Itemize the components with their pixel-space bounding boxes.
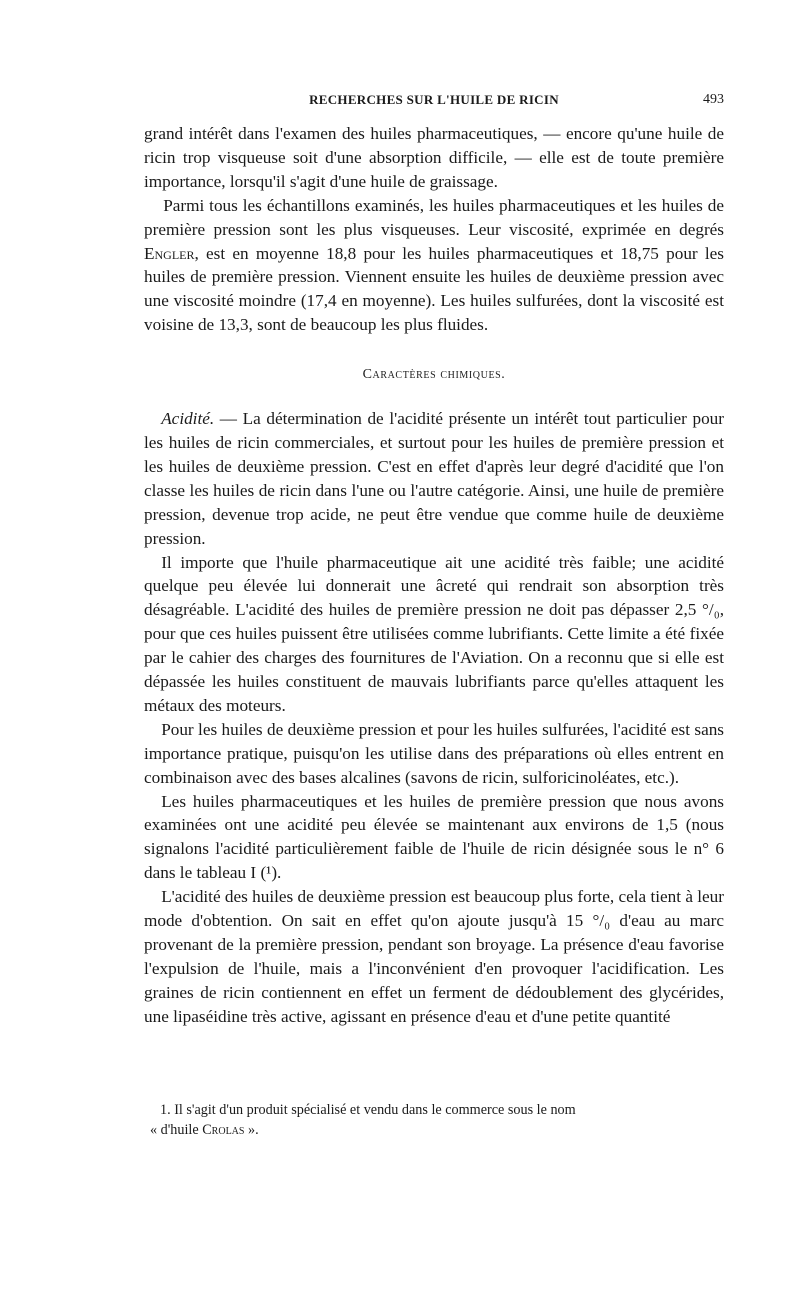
acidity-label: Acidité.: [161, 409, 215, 429]
paragraph-acidity: [144, 407, 724, 550]
section-heading: Caractères chimiques.: [362, 367, 506, 383]
paragraph-viscosity-results: [144, 194, 724, 337]
footnote-text: ».: [244, 1122, 259, 1138]
paragraph-text: Les huiles pharmaceutiques et les huiles de première pression que nous avons examinées ont une acidité peu élevée se maintenant aux environs de 1,5 (nous signalons l'acidité particulièrement faible de l'huile de ricin désignée sous le n° 6 dans le tableau I (¹).: [144, 791, 724, 883]
paragraph-second-pressing: [144, 718, 724, 790]
page-number: 493: [703, 92, 724, 107]
running-title: RECHERCHES SUR L'HUILE DE RICIN: [309, 92, 559, 107]
paragraph-text: — La détermination de l'acidité présente un intérêt tout particulier pour les huiles de ricin commerciales, et surtout pour les huiles de première pression et les huiles de deuxième pression. C'est en effet d'après leur degré d'acidité que l'on classe les huiles de ricin dans l'une ou l'autre catégorie. Ainsi, une huile de première pression, devenue trop acide, ne peut être vendue que comme huile de deuxième pression.: [144, 409, 724, 548]
footnote-line-1: 1. Il s'agit d'un produit spécialisé et vendu dans le commerce sous le nom: [160, 1102, 576, 1118]
paragraph-text: Parmi tous les échantillons examinés, les huiles pharmaceutiques et les huiles de première pression sont les plus visqueuses. Leur viscosité, exprimée en degrés: [144, 195, 724, 239]
footnote-text: « d'huile: [150, 1122, 199, 1138]
engler-name: Engler: [144, 243, 195, 263]
paragraph-text: Pour les huiles de deuxième pression et pour les huiles sulfurées, l'acidité est sans importance pratique, puisqu'on les utilise dans des préparations où elles entrent en combinaison avec des bases alcalines (savons de ricin, sulforicinoléates, etc.).: [144, 719, 724, 787]
running-header: [144, 90, 724, 112]
paragraph-text: L'acidité des huiles de deuxième pression est beaucoup plus forte, cela tient à leur mode d'obtention. On sait en effet qu'on ajoute jusqu'à 15 °/₀ d'eau au marc provenant de la première pression, pendant son broyage. La présence d'eau favorise l'expulsion de l'huile, mais a l'inconvénient d'en provoquer l'acidification. Les graines de ricin contiennent en effet un ferment de dédoublement des glycérides, une lipaséidine très active, agissant en présence d'eau et d'une petite quantité: [144, 887, 724, 1026]
footnote: [144, 1100, 724, 1140]
paragraph-text: , est en moyenne 18,8 pour les huiles pharmaceutiques et 18,75 pour les huiles de première pression. Viennent ensuite les huiles de deuxième pression avec une viscosité moindre (17,4 en moyenne). Les huiles sulfurées, dont la viscosité est voisine de 13,3, sont de beaucoup les plus fluides.: [144, 243, 724, 335]
footnote-line-2: [144, 1120, 724, 1140]
paragraph-measured-acidity: [144, 790, 724, 886]
paragraph-strong-acidity: [144, 885, 724, 1028]
paragraph-pharma-acidity: [144, 551, 724, 718]
body-text: [144, 122, 724, 1029]
paragraph-text: Il importe que l'huile pharmaceutique ait une acidité très faible; une acidité quelque peu élevée lui donnerait une âcreté qui rendrait son absorption très désagréable. L'acidité des huiles de première pression ne doit pas dépasser 2,5 °/₀, pour que ces huiles puissent être utilisées comme lubrifiants. Cette limite a été fixée par le cahier des charges des fournitures de l'Aviation. On a reconnu que si elle est dépassée les huiles constituent de mauvais lubrifiants parce qu'elles attaquent les métaux des moteurs.: [144, 552, 724, 715]
paragraph-viscosity-intro: grand intérêt dans l'examen des huiles pharmaceutiques, — encore qu'une huile de ricin trop visqueuse soit d'une absorption difficile, — elle est de toute première importance, lorsqu'il s'agit d'une huile de graissage.: [144, 124, 724, 191]
crolas-name: Crolas: [202, 1122, 245, 1138]
